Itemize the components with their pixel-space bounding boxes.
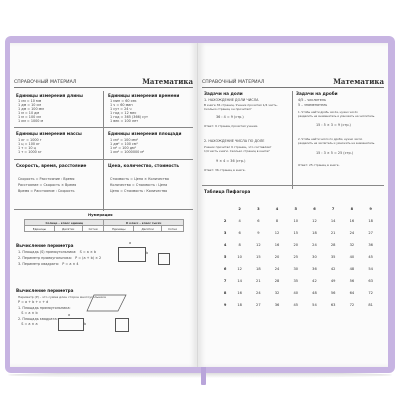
table-cell: 72: [368, 291, 373, 295]
table-cell: 48: [312, 291, 317, 295]
block-line: 1 дм² = 100 см²: [110, 142, 138, 146]
table-cell: 9: [223, 303, 227, 307]
block-line: 1 ц = 100 кг: [18, 142, 40, 146]
text-line: 1. Чтобы найти дробь числа, нужно число: [298, 110, 358, 114]
table-cell: 12: [256, 243, 261, 247]
table-cell: 7: [331, 207, 335, 211]
block-line: 1 км² = 1000000 м²: [110, 150, 145, 154]
block-line: 1 мин = 60 сек: [110, 99, 137, 103]
table-cell: 28: [274, 279, 280, 283]
table-cell: 6: [238, 231, 241, 235]
table-cell: 54: [312, 303, 317, 307]
text-line: 2. Чтобы найти число по дроби, нужно число: [298, 137, 363, 141]
table-cell: 45: [368, 255, 373, 259]
table-cell: 40: [349, 255, 355, 259]
table-cell: 12: [237, 267, 242, 271]
divider: [14, 209, 193, 210]
table-cell: 10: [237, 255, 242, 259]
text-line: 36 : 4 = 9 (стр.): [216, 115, 244, 119]
table-cell: 9: [257, 231, 260, 235]
table-cell: 20: [293, 243, 299, 247]
table-cell: 30: [312, 255, 317, 259]
side-label: a: [129, 241, 132, 245]
table-cell: 24: [349, 231, 355, 235]
right-page: [198, 43, 388, 367]
perimeter-line: 1. Площадь (S) прямоугольника: S = a × b: [18, 250, 97, 254]
table-cell: 42: [312, 279, 317, 283]
table-cell: 4: [238, 219, 241, 223]
table-cell: 54: [368, 267, 373, 271]
table-cell: 24: [274, 267, 280, 271]
block-line: Скорость = Расстояние : Время: [18, 177, 75, 181]
text-line: 1/4 часть книги. Сколько страниц в книге?: [204, 149, 270, 153]
table-cell: 35: [330, 255, 336, 259]
table-cell: 20: [274, 255, 280, 259]
area-line: S = a × a: [18, 322, 38, 326]
block-title: Скорость, время, расстояние: [16, 163, 87, 168]
table-cell: 10: [293, 219, 299, 223]
pythagoras-table: [220, 203, 380, 311]
block-line: Расстояние = Скорость × Время: [18, 183, 77, 187]
block-line: 1 ч = 60 мин: [110, 103, 133, 107]
table-cell: 36: [368, 243, 373, 247]
header-section-label: СПРАВОЧНЫЙ МАТЕРИАЛ: [202, 80, 265, 85]
pythagoras-title: Таблица Пифагора: [204, 189, 251, 194]
perimeter-line: 3. Периметр квадрата: P = a × 4: [18, 262, 79, 266]
table-cell: 56: [349, 279, 355, 283]
table-cell: 7: [223, 279, 227, 283]
block-line: 1 год = 365 (366) сут: [110, 115, 149, 119]
block-line: Цена = Стоимость : Количество: [110, 189, 168, 193]
table-cell: 3: [257, 207, 260, 211]
text-line: разделить на знаменатель и умножить на числитель.: [298, 114, 376, 118]
table-cell: 15: [293, 231, 299, 235]
text-line: разделить на числитель и умножить на знаменатель.: [298, 141, 376, 145]
divider: [103, 91, 104, 211]
text-line: Ученик прочитал 9 страниц, что составляет: [204, 145, 272, 149]
numbering-table: [24, 219, 184, 232]
digit-cell: Сотни: [162, 226, 184, 232]
area-line: Периметр (P) – это сумма длин сторон многоугольника: [18, 295, 106, 299]
text-line: Ответ: 25 страниц в книге.: [298, 163, 340, 167]
table-cell: 8: [238, 243, 241, 247]
digit-cell: Сотни: [82, 226, 104, 232]
table-cell: 27: [368, 231, 373, 235]
table-cell: 12: [274, 231, 280, 235]
rectangle-figure: [58, 318, 87, 331]
block-line: 1 сут = 24 ч: [110, 107, 132, 111]
table-cell: 18: [256, 267, 261, 271]
area-line: 2. Площадь квадрата:: [18, 317, 58, 321]
side-label: a: [68, 313, 71, 317]
table-cell: 35: [293, 279, 299, 283]
table-cell: 16: [349, 219, 355, 223]
table-cell: 5: [223, 255, 227, 259]
table-cell: 27: [256, 303, 261, 307]
table-cell: 3: [223, 231, 227, 235]
block-line: 1 км = 1000 м: [18, 119, 44, 123]
area-title: Вычисление периметра: [16, 288, 74, 293]
table-cell: 14: [330, 219, 336, 223]
table-cell: 21: [256, 279, 261, 283]
block-line: 1 год = 12 мес: [110, 111, 137, 115]
parallelogram-figure: [86, 293, 128, 313]
text-line: 15 : 5 × 3 = 9 (стр.): [316, 123, 351, 127]
block-line: 1 кг = 1000 г: [18, 138, 42, 142]
table-cell: 12: [312, 219, 317, 223]
divider: [202, 185, 384, 186]
table-cell: 8: [350, 207, 354, 211]
table-cell: 21: [330, 231, 336, 235]
rectangle-figure: [118, 247, 149, 262]
text-line: Ответ: 9 страниц прочитал ученик.: [204, 124, 259, 128]
digit-cell: Единицы: [104, 226, 134, 232]
divider: [14, 159, 193, 160]
table-cell: 49: [330, 279, 336, 283]
fractions-title: Задачи на дроби: [296, 91, 338, 96]
block-line: 1 см² = 100 мм²: [110, 138, 139, 142]
table-cell: 8: [275, 219, 279, 223]
table-cell: 63: [330, 303, 336, 307]
divider: [292, 91, 293, 189]
block-line: Количество = Стоимость : Цена: [110, 183, 168, 187]
table-cell: 56: [330, 291, 336, 295]
text-line: 5 – знаменатель: [298, 103, 328, 107]
block-line: 1 м² = 100 дм²: [110, 146, 136, 150]
table-cell: 72: [349, 303, 355, 307]
block-title: Единицы измерения длины: [16, 93, 83, 98]
header-subject-title: Математика: [333, 77, 384, 86]
table-cell: 2: [223, 219, 227, 223]
table-cell: 32: [349, 243, 355, 247]
digit-cell: Единицы: [25, 226, 55, 232]
text-line: 1. НАХОЖДЕНИЕ ДОЛИ ЧИСЛА: [204, 98, 259, 102]
side-label: b: [146, 251, 149, 255]
block-line: 1 м = 10 дм: [18, 111, 40, 115]
square-figure: [115, 318, 129, 332]
table-cell: 6: [223, 267, 227, 271]
text-line: Ответ: 36 страниц в книге.: [204, 168, 246, 172]
class-header: К класс – класс тысяч: [104, 220, 184, 226]
table-cell: 63: [368, 279, 373, 283]
table-cell: 6: [257, 219, 260, 223]
block-title: Цена, количество, стоимость: [108, 163, 179, 168]
table-cell: 36: [312, 267, 317, 271]
block-line: Время = Расстояние : Скорость: [18, 189, 75, 193]
block-line: 1 т = 1000 кг: [18, 150, 42, 154]
block-line: 1 дм = 10 см: [18, 103, 41, 107]
text-line: 2. НАХОЖДЕНИЕ ЧИСЛА ПО ДОЛЕ: [204, 139, 265, 143]
block-line: 1 дм = 100 мм: [18, 107, 44, 111]
table-cell: 4: [223, 243, 227, 247]
table-cell: 48: [349, 267, 355, 271]
block-line: 1 м = 100 см: [18, 115, 41, 119]
class-header: Солнце – класс единиц: [25, 220, 104, 226]
table-cell: 16: [274, 243, 280, 247]
perimeter-title: Вычисление периметра: [16, 243, 74, 248]
header-subject-title: Математика: [142, 77, 193, 86]
table-cell: 30: [293, 267, 299, 271]
block-title: Единицы измерения времени: [108, 93, 180, 98]
table-cell: 64: [349, 291, 355, 295]
table-cell: 24: [312, 243, 317, 247]
table-cell: 40: [293, 291, 299, 295]
table-cell: 42: [330, 267, 336, 271]
table-cell: 5: [294, 207, 297, 211]
table-cell: 15: [256, 255, 261, 259]
table-cell: 6: [313, 207, 316, 211]
table-cell: 25: [293, 255, 299, 259]
fractions-title: Задачи на доли: [204, 91, 243, 96]
block-title: Единицы измерения массы: [16, 131, 82, 136]
text-line: 9 × 4 = 36 (стр.): [216, 159, 246, 163]
block-line: 1 т = 10 ц: [18, 146, 36, 150]
table-cell: 18: [237, 303, 242, 307]
table-cell: 14: [237, 279, 242, 283]
text-line: 15 : 3 × 5 = 25 (стр.): [316, 151, 354, 155]
digit-cell: Десятки: [54, 226, 82, 232]
left-page-header: [14, 75, 193, 88]
bookmark-ribbon[interactable]: [201, 367, 206, 385]
perimeter-line: 2. Периметр прямоугольника: P = (a + b) × 2: [18, 256, 102, 260]
table-cell: 32: [274, 291, 280, 295]
table-cell: 28: [330, 243, 336, 247]
numbering-title: Нумерация: [88, 212, 113, 217]
table-cell: 81: [368, 303, 373, 307]
area-line: P = a + b + c + d: [18, 300, 49, 304]
digit-cell: Десятки: [134, 226, 162, 232]
header-section-label: СПРАВОЧНЫЙ МАТЕРИАЛ: [14, 80, 77, 85]
table-cell: 8: [223, 291, 227, 295]
table-cell: 18: [312, 231, 317, 235]
table-cell: 16: [237, 291, 242, 295]
text-line: Сколько страниц он прочитал?: [204, 107, 252, 111]
left-page: [10, 43, 198, 367]
table-cell: 18: [368, 219, 373, 223]
square-figure: [158, 253, 170, 265]
block-line: Стоимость = Цена × Количество: [110, 177, 169, 181]
text-line: В книге 36 страниц. Ученик прочитал 1/4 часть.: [204, 103, 278, 107]
table-cell: 45: [293, 303, 299, 307]
table-cell: 36: [274, 303, 280, 307]
table-cell: 2: [238, 207, 241, 211]
table-cell: 9: [369, 207, 372, 211]
side-label: b: [84, 322, 87, 326]
table-cell: 24: [256, 291, 261, 295]
table-cell: [220, 203, 230, 215]
text-line: 4/5 – числитель: [298, 98, 326, 102]
right-page-header: [202, 75, 384, 88]
area-line: S = a × b: [18, 311, 38, 315]
area-line: 1. Площадь прямоугольника:: [18, 306, 71, 310]
block-line: 1 см = 10 мм: [18, 99, 42, 103]
table-cell: 4: [275, 207, 279, 211]
block-line: 1 век = 100 лет: [110, 119, 139, 123]
block-title: Единицы измерения площади: [108, 131, 182, 136]
